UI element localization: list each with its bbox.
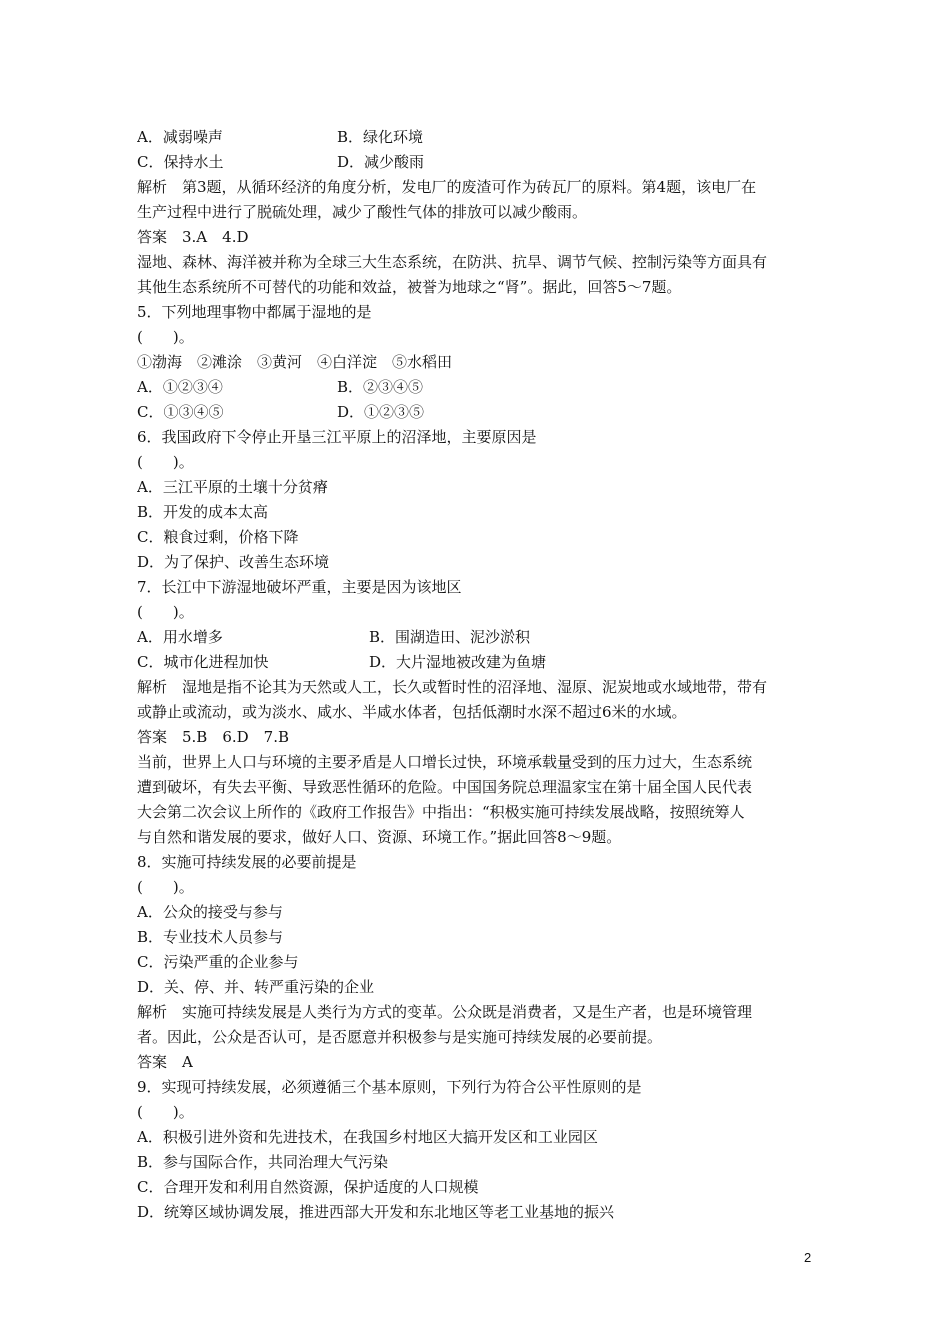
text-line: 当前，世界上人口与环境的主要矛盾是人口增长过快，环境承载量受到的压力过大，生态系统 (137, 753, 753, 771)
text-line: 6．我国政府下令停止开垦三江平原上的沼泽地，主要原因是 (137, 428, 537, 446)
text-line: 遭到破坏，有失去平衡、导致恶性循环的危险。中国国务院总理温家宝在第十届全国人民代表 (137, 778, 753, 796)
text-line: A．三江平原的土壤十分贫瘠 (137, 478, 328, 496)
text-line: 生产过程中进行了脱硫处理，减少了酸性气体的排放可以减少酸雨。 (137, 203, 588, 221)
text-line: 解析 第3题，从循环经济的角度分析，发电厂的废渣可作为砖瓦厂的原料。第4题，该电厂在 (137, 178, 757, 196)
option-right: D．减少酸雨 (337, 153, 425, 171)
option-left: A．用水增多 (137, 628, 223, 646)
text-line: A．积极引进外资和先进技术，在我国乡村地区大搞开发区和工业园区 (137, 1128, 598, 1146)
text-line: ( )。 (137, 1103, 194, 1121)
text-line: 8．实施可持续发展的必要前提是 (137, 853, 357, 871)
text-line: 解析 湿地是指不论其为天然或人工，长久或暂时性的沼泽地、湿原、泥炭地或水域地带，带有 (137, 678, 768, 696)
option-right: B．绿化环境 (337, 128, 424, 146)
option-left: A．减弱噪声 (137, 128, 223, 146)
text-line: ( )。 (137, 453, 194, 471)
text-line: ①渤海 ②滩涂 ③黄河 ④白洋淀 ⑤水稻田 (137, 353, 453, 371)
text-line: B．参与国际合作，共同治理大气污染 (137, 1153, 389, 1171)
option-left: C．保持水土 (137, 153, 224, 171)
text-line: 其他生态系统所不可替代的功能和效益，被誉为地球之“肾”。据此，回答5～7题。 (137, 278, 682, 296)
text-line: 或静止或流动，或为淡水、咸水、半咸水体者，包括低潮时水深不超过6米的水域。 (137, 703, 687, 721)
option-right: B．围湖造田、泥沙淤积 (369, 628, 531, 646)
text-line: 者。因此，公众是否认可，是否愿意并积极参与是实施可持续发展的必要前提。 (137, 1028, 663, 1046)
text-line: 9．实现可持续发展，必须遵循三个基本原则，下列行为符合公平性原则的是 (137, 1078, 642, 1096)
text-line: C．粮食过剩，价格下降 (137, 528, 299, 546)
text-line: 解析 实施可持续发展是人类行为方式的变革。公众既是消费者，又是生产者，也是环境管理 (137, 1003, 753, 1021)
text-line: D．关、停、并、转严重污染的企业 (137, 978, 375, 996)
text-line: D．为了保护、改善生态环境 (137, 553, 330, 571)
text-line: 5．下列地理事物中都属于湿地的是 (137, 303, 372, 321)
text-line: ( )。 (137, 878, 194, 896)
text-line: 7．长江中下游湿地破坏严重，主要是因为该地区 (137, 578, 462, 596)
text-line: ( )。 (137, 328, 194, 346)
option-row (137, 650, 817, 675)
text-line: 答案 A (137, 1053, 193, 1071)
text-line: B．专业技术人员参与 (137, 928, 284, 946)
option-right: D．①②③⑤ (337, 403, 425, 421)
option-row (137, 375, 817, 400)
option-row (137, 400, 817, 425)
option-left: C．城市化进程加快 (137, 653, 269, 671)
option-right: D．大片湿地被改建为鱼塘 (369, 653, 547, 671)
text-line: A．公众的接受与参与 (137, 903, 283, 921)
text-line: C．污染严重的企业参与 (137, 953, 299, 971)
option-left: C．①③④⑤ (137, 403, 224, 421)
text-line: ( )。 (137, 603, 194, 621)
text-line: C．合理开发和利用自然资源，保护适度的人口规模 (137, 1178, 479, 1196)
text-line: 答案 5.B 6.D 7.B (137, 728, 290, 746)
text-line: 与自然和谐发展的要求，做好人口、资源、环境工作。”据此回答8～9题。 (137, 828, 622, 846)
option-right: B．②③④⑤ (337, 378, 424, 396)
text-line: 大会第二次会议上所作的《政府工作报告》中指出：“积极实施可持续发展战略，按照统筹人 (137, 803, 745, 821)
text-line: B．开发的成本太高 (137, 503, 269, 521)
text-line: 湿地、森林、海洋被并称为全球三大生态系统，在防洪、抗旱、调节气候、控制污染等方面具有 (137, 253, 768, 271)
option-row (137, 625, 817, 650)
page-content (137, 125, 817, 1225)
option-row (137, 125, 817, 150)
option-left: A．①②③④ (137, 378, 223, 396)
page-number: 2 (804, 1250, 812, 1265)
text-line: D．统筹区域协调发展，推进西部大开发和东北地区等老工业基地的振兴 (137, 1203, 615, 1221)
option-row (137, 150, 817, 175)
text-line: 答案 3.A 4.D (137, 228, 249, 246)
